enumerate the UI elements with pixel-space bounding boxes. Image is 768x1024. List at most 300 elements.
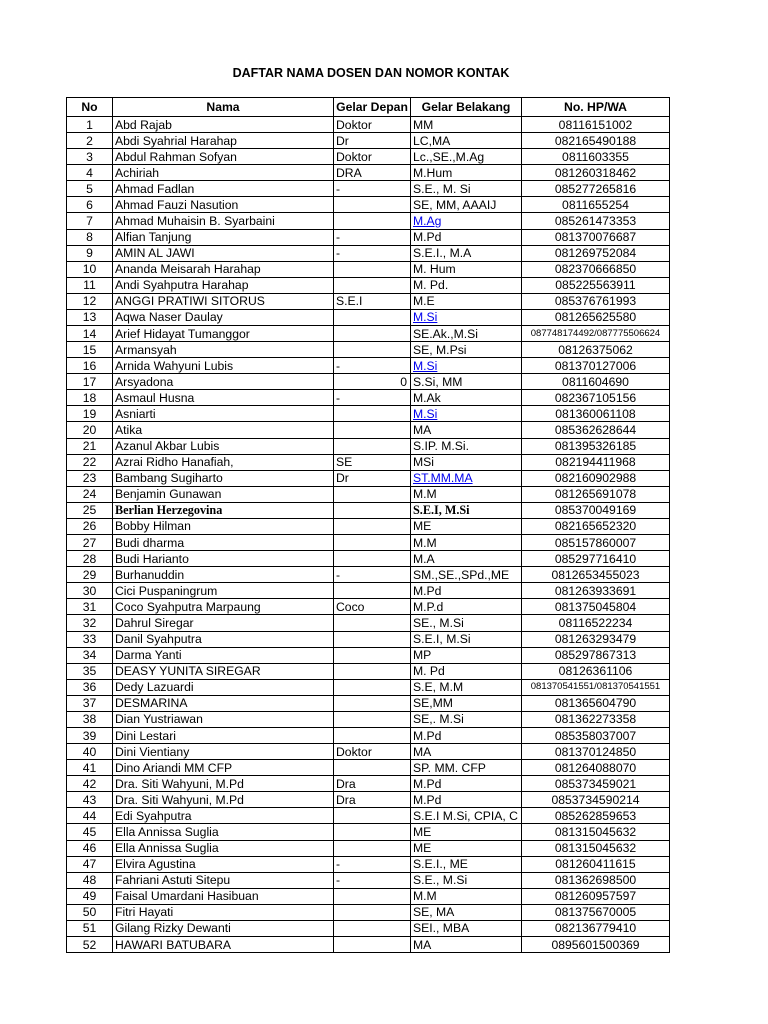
cell-hp: 085277265816 [522,181,670,197]
cell-no: 1 [67,117,113,133]
table-row [67,776,670,792]
cell-gelar-depan [334,342,411,358]
cell-gelar-belakang: SE, M.Psi [411,342,522,358]
cell-gelar-depan: - [334,390,411,406]
cell-nama: Elvira Agustina [113,856,334,872]
cell-no: 41 [67,760,113,776]
cell-nama: Dini Lestari [113,727,334,743]
cell-gelar-depan [334,631,411,647]
table-row [67,245,670,261]
cell-gelar-depan: S.E.I [334,293,411,309]
cell-gelar-depan: Dr [334,133,411,149]
table-row [67,792,670,808]
cell-gelar-belakang: MSi [411,454,522,470]
cell-hp: 081362273358 [522,711,670,727]
cell-hp: 081260318462 [522,165,670,181]
cell-nama: Edi Syahputra [113,808,334,824]
cell-no: 35 [67,663,113,679]
cell-gelar-belakang: ME [411,824,522,840]
table-row [67,695,670,711]
cell-no: 22 [67,454,113,470]
cell-nama: Asniarti [113,406,334,422]
table-row [67,583,670,599]
table-row [67,567,670,583]
cell-gelar-depan [334,422,411,438]
cell-gelar-belakang: M.Pd [411,792,522,808]
cell-hp: 087748174492/087775506624 [522,326,670,342]
cell-nama: Arnida Wahyuni Lubis [113,358,334,374]
table-row [67,744,670,760]
table-row [67,470,670,486]
table-row [67,438,670,454]
cell-no: 16 [67,358,113,374]
table-row [67,454,670,470]
table-row [67,647,670,663]
cell-no: 42 [67,776,113,792]
cell-gelar-depan [334,888,411,904]
cell-nama: Azrai Ridho Hanafiah, [113,454,334,470]
cell-hp: 081370127006 [522,358,670,374]
cell-gelar-depan: Doktor [334,149,411,165]
cell-gelar-depan [334,615,411,631]
cell-gelar-belakang: M. Pd [411,663,522,679]
table-row [67,727,670,743]
cell-gelar-belakang: SE, MM, AAAIJ [411,197,522,213]
table-row [67,502,670,518]
document-title: DAFTAR NAMA DOSEN DAN NOMOR KONTAK [232,66,510,80]
cell-gelar-depan [334,309,411,325]
cell-nama: Ahmad Fadlan [113,181,334,197]
table-row [67,326,670,342]
cell-gelar-belakang: M.Pd [411,583,522,599]
table-row [67,213,670,229]
cell-no: 33 [67,631,113,647]
cell-nama: Abd Rajab [113,117,334,133]
cell-gelar-depan [334,583,411,599]
cell-nama: HAWARI BATUBARA [113,936,334,952]
cell-gelar-belakang: M.Hum [411,165,522,181]
cell-hp: 081260957597 [522,888,670,904]
cell-gelar-depan [334,535,411,551]
cell-hp: 0811604690 [522,374,670,390]
cell-nama: Arief Hidayat Tumanggor [113,326,334,342]
cell-hp: 081395326185 [522,438,670,454]
cell-hp: 081362698500 [522,872,670,888]
cell-nama: Dra. Siti Wahyuni, M.Pd [113,776,334,792]
table-row [67,920,670,936]
cell-gelar-depan [334,711,411,727]
cell-hp: 081375045804 [522,599,670,615]
table-row [67,309,670,325]
cell-no: 36 [67,679,113,695]
cell-no: 39 [67,727,113,743]
cell-nama: Azanul Akbar Lubis [113,438,334,454]
cell-no: 49 [67,888,113,904]
cell-gelar-depan [334,551,411,567]
cell-hp: 082136779410 [522,920,670,936]
table-row [67,679,670,695]
cell-no: 34 [67,647,113,663]
cell-hp: 0811603355 [522,149,670,165]
cell-gelar-depan: DRA [334,165,411,181]
cell-nama: Benjamin Gunawan [113,486,334,502]
cell-gelar-depan: Doktor [334,744,411,760]
cell-no: 24 [67,486,113,502]
cell-nama: Ella Annissa Suglia [113,840,334,856]
cell-gelar-belakang: M.P.d [411,599,522,615]
cell-nama: Ella Annissa Suglia [113,824,334,840]
cell-hp: 0811655254 [522,197,670,213]
cell-no: 26 [67,518,113,534]
cell-gelar-belakang: M.Ak [411,390,522,406]
cell-gelar-depan [334,326,411,342]
cell-gelar-depan [334,727,411,743]
table-row [67,535,670,551]
cell-no: 13 [67,309,113,325]
table-row [67,358,670,374]
cell-no: 21 [67,438,113,454]
cell-gelar-belakang: S.IP. M.Si. [411,438,522,454]
table-row [67,293,670,309]
cell-gelar-depan [334,486,411,502]
cell-no: 2 [67,133,113,149]
header-hp: No. HP/WA [522,98,670,117]
cell-gelar-belakang: SE., M.Si [411,615,522,631]
cell-gelar-belakang: M.M [411,888,522,904]
table-row [67,888,670,904]
cell-nama: Darma Yanti [113,647,334,663]
cell-hp: 0812653455023 [522,567,670,583]
cell-gelar-belakang[interactable]: ST.MM.MA [411,470,522,486]
cell-no: 18 [67,390,113,406]
cell-nama: Aqwa Naser Daulay [113,309,334,325]
cell-hp: 082165490188 [522,133,670,149]
cell-nama: Ahmad Fauzi Nasution [113,197,334,213]
cell-hp: 081370076687 [522,229,670,245]
cell-hp: 085297716410 [522,551,670,567]
cell-nama: Dini Vientiany [113,744,334,760]
cell-gelar-belakang[interactable]: M.Si [411,309,522,325]
cell-hp: 082367105156 [522,390,670,406]
cell-no: 37 [67,695,113,711]
cell-no: 43 [67,792,113,808]
cell-hp: 085157860007 [522,535,670,551]
cell-gelar-depan: - [334,181,411,197]
cell-gelar-belakang: MP [411,647,522,663]
cell-hp: 081263933691 [522,583,670,599]
cell-hp: 081315045632 [522,840,670,856]
cell-nama: Atika [113,422,334,438]
cell-no: 38 [67,711,113,727]
cell-hp: 085225563911 [522,277,670,293]
cell-no: 50 [67,904,113,920]
header-no: No [67,98,113,117]
cell-gelar-belakang: M.E [411,293,522,309]
cell-gelar-belakang: SE,. M.Si [411,711,522,727]
cell-hp: 08116522234 [522,615,670,631]
cell-no: 5 [67,181,113,197]
cell-gelar-depan [334,840,411,856]
cell-gelar-depan [334,261,411,277]
cell-gelar-depan: - [334,856,411,872]
table-row [67,117,670,133]
table-row [67,486,670,502]
cell-hp: 085297867313 [522,647,670,663]
cell-gelar-belakang: M.Pd [411,776,522,792]
cell-gelar-belakang: S.E.I M.Si, CPIA, C [411,808,522,824]
cell-hp: 082165652320 [522,518,670,534]
cell-gelar-depan [334,808,411,824]
cell-gelar-depan: - [334,872,411,888]
cell-gelar-belakang: S.E., M. Si [411,181,522,197]
cell-no: 11 [67,277,113,293]
table-row [67,277,670,293]
cell-gelar-belakang[interactable]: M.Ag [411,213,522,229]
cell-nama: Bobby Hilman [113,518,334,534]
cell-nama: ANGGI PRATIWI SITORUS [113,293,334,309]
cell-no: 14 [67,326,113,342]
cell-gelar-depan [334,213,411,229]
table-row [67,711,670,727]
cell-hp: 08116151002 [522,117,670,133]
table-row [67,663,670,679]
table-header-row [67,98,670,117]
cell-gelar-depan [334,277,411,293]
header-nama: Nama [113,98,334,117]
table-row [67,342,670,358]
cell-nama: DEASY YUNITA SIREGAR [113,663,334,679]
cell-gelar-depan [334,920,411,936]
table-row [67,390,670,406]
cell-no: 17 [67,374,113,390]
cell-nama: Ahmad Muhaisin B. Syarbaini [113,213,334,229]
cell-hp: 082370666850 [522,261,670,277]
table-row [67,824,670,840]
cell-gelar-depan [334,824,411,840]
cell-nama: Alfian Tanjung [113,229,334,245]
cell-no: 47 [67,856,113,872]
cell-nama: Berlian Herzegovina [113,502,334,518]
cell-gelar-belakang: SM.,SE.,SPd.,ME [411,567,522,583]
cell-gelar-depan [334,502,411,518]
cell-gelar-depan [334,904,411,920]
cell-hp: 081265691078 [522,486,670,502]
cell-no: 44 [67,808,113,824]
cell-hp: 081315045632 [522,824,670,840]
table-row [67,904,670,920]
cell-gelar-depan [334,679,411,695]
table-row [67,149,670,165]
cell-no: 52 [67,936,113,952]
cell-nama: Dedy Lazuardi [113,679,334,695]
cell-no: 31 [67,599,113,615]
cell-gelar-belakang: S.E.I., M.A [411,245,522,261]
table-row [67,856,670,872]
cell-hp: 081360061108 [522,406,670,422]
cell-nama: Ananda Meisarah Harahap [113,261,334,277]
cell-nama: Abdul Rahman Sofyan [113,149,334,165]
cell-gelar-belakang: S.E.I., ME [411,856,522,872]
cell-hp: 085373459021 [522,776,670,792]
table-row [67,422,670,438]
cell-nama: Bambang Sugiharto [113,470,334,486]
cell-hp: 081370541551/081370541551 [522,679,670,695]
table-row [67,599,670,615]
cell-nama: Fitri Hayati [113,904,334,920]
cell-gelar-depan: 0 [334,374,411,390]
table-row [67,551,670,567]
cell-no: 19 [67,406,113,422]
cell-gelar-belakang: S.E., M.Si [411,872,522,888]
cell-gelar-belakang: MA [411,422,522,438]
cell-no: 15 [67,342,113,358]
cell-hp: 082194411968 [522,454,670,470]
cell-gelar-belakang: LC,MA [411,133,522,149]
cell-hp: 081269752084 [522,245,670,261]
cell-nama: Asmaul Husna [113,390,334,406]
cell-no: 51 [67,920,113,936]
table-row [67,261,670,277]
cell-gelar-depan [334,647,411,663]
cell-gelar-depan: - [334,245,411,261]
header-gelar-belakang: Gelar Belakang [411,98,522,117]
cell-hp: 08126375062 [522,342,670,358]
cell-nama: Faisal Umardani Hasibuan [113,888,334,904]
cell-gelar-depan: Coco [334,599,411,615]
cell-no: 45 [67,824,113,840]
table-row [67,840,670,856]
cell-hp: 081365604790 [522,695,670,711]
cell-gelar-belakang: MA [411,744,522,760]
cell-hp: 085362628644 [522,422,670,438]
cell-gelar-belakang: SE,MM [411,695,522,711]
cell-gelar-belakang: Lc.,SE.,M.Ag [411,149,522,165]
cell-nama: Dahrul Siregar [113,615,334,631]
cell-gelar-depan [334,663,411,679]
cell-no: 9 [67,245,113,261]
cell-gelar-belakang: M.M [411,535,522,551]
cell-hp: 085376761993 [522,293,670,309]
cell-gelar-belakang: SE.Ak.,M.Si [411,326,522,342]
cell-gelar-belakang[interactable]: M.Si [411,358,522,374]
cell-hp: 081264088070 [522,760,670,776]
cell-gelar-belakang: ME [411,840,522,856]
cell-gelar-depan [334,760,411,776]
cell-gelar-belakang: M.M [411,486,522,502]
cell-no: 46 [67,840,113,856]
cell-hp: 08126361106 [522,663,670,679]
cell-gelar-belakang: SEI., MBA [411,920,522,936]
cell-nama: Achiriah [113,165,334,181]
cell-no: 6 [67,197,113,213]
cell-nama: Fahriani Astuti Sitepu [113,872,334,888]
cell-no: 27 [67,535,113,551]
cell-gelar-belakang: M.Pd [411,229,522,245]
cell-gelar-belakang: M. Pd. [411,277,522,293]
cell-gelar-depan: - [334,229,411,245]
cell-gelar-depan: Dra [334,792,411,808]
table-row [67,615,670,631]
cell-nama: Cici Puspaningrum [113,583,334,599]
cell-no: 48 [67,872,113,888]
cell-nama: Dino Ariandi MM CFP [113,760,334,776]
cell-no: 3 [67,149,113,165]
table-row [67,197,670,213]
cell-hp: 081375670005 [522,904,670,920]
table-row [67,631,670,647]
cell-nama: AMIN AL JAWI [113,245,334,261]
cell-hp: 0895601500369 [522,936,670,952]
table-row [67,374,670,390]
header-gelar-depan: Gelar Depan [334,98,411,117]
cell-no: 23 [67,470,113,486]
cell-nama: DESMARINA [113,695,334,711]
cell-gelar-belakang: SP. MM. CFP [411,760,522,776]
table-row [67,518,670,534]
cell-gelar-belakang: MA [411,936,522,952]
cell-no: 12 [67,293,113,309]
cell-gelar-depan [334,438,411,454]
table-row [67,406,670,422]
cell-gelar-depan: SE [334,454,411,470]
cell-no: 4 [67,165,113,181]
table-row [67,872,670,888]
table-row [67,936,670,952]
cell-gelar-depan: Doktor [334,117,411,133]
cell-gelar-depan: - [334,358,411,374]
cell-gelar-belakang: S.E, M.M [411,679,522,695]
cell-hp: 085262859653 [522,808,670,824]
cell-hp: 0853734590214 [522,792,670,808]
cell-nama: Gilang Rizky Dewanti [113,920,334,936]
cell-nama: Dian Yustriawan [113,711,334,727]
cell-nama: Andi Syahputra Harahap [113,277,334,293]
cell-gelar-belakang: MM [411,117,522,133]
cell-hp: 085370049169 [522,502,670,518]
cell-no: 28 [67,551,113,567]
cell-gelar-belakang: M.Pd [411,727,522,743]
cell-nama: Budi Harianto [113,551,334,567]
table-row [67,229,670,245]
cell-gelar-depan [334,406,411,422]
cell-nama: Coco Syahputra Marpaung [113,599,334,615]
cell-hp: 081260411615 [522,856,670,872]
cell-hp: 085358037007 [522,727,670,743]
cell-nama: Armansyah [113,342,334,358]
cell-gelar-depan [334,936,411,952]
table-row [67,808,670,824]
table-row [67,165,670,181]
cell-no: 30 [67,583,113,599]
cell-nama: Danil Syahputra [113,631,334,647]
cell-gelar-depan [334,518,411,534]
cell-gelar-belakang[interactable]: M.Si [411,406,522,422]
cell-gelar-depan [334,695,411,711]
cell-gelar-depan: - [334,567,411,583]
cell-gelar-depan: Dr [334,470,411,486]
cell-no: 20 [67,422,113,438]
cell-gelar-depan [334,197,411,213]
cell-no: 29 [67,567,113,583]
cell-no: 8 [67,229,113,245]
table-row [67,760,670,776]
cell-gelar-belakang: S.E.I, M.Si [411,631,522,647]
cell-nama: Budi dharma [113,535,334,551]
cell-gelar-belakang: M. Hum [411,261,522,277]
cell-gelar-belakang: S.Si, MM [411,374,522,390]
cell-gelar-belakang: S.E.I, M.Si [411,502,522,518]
cell-no: 25 [67,502,113,518]
